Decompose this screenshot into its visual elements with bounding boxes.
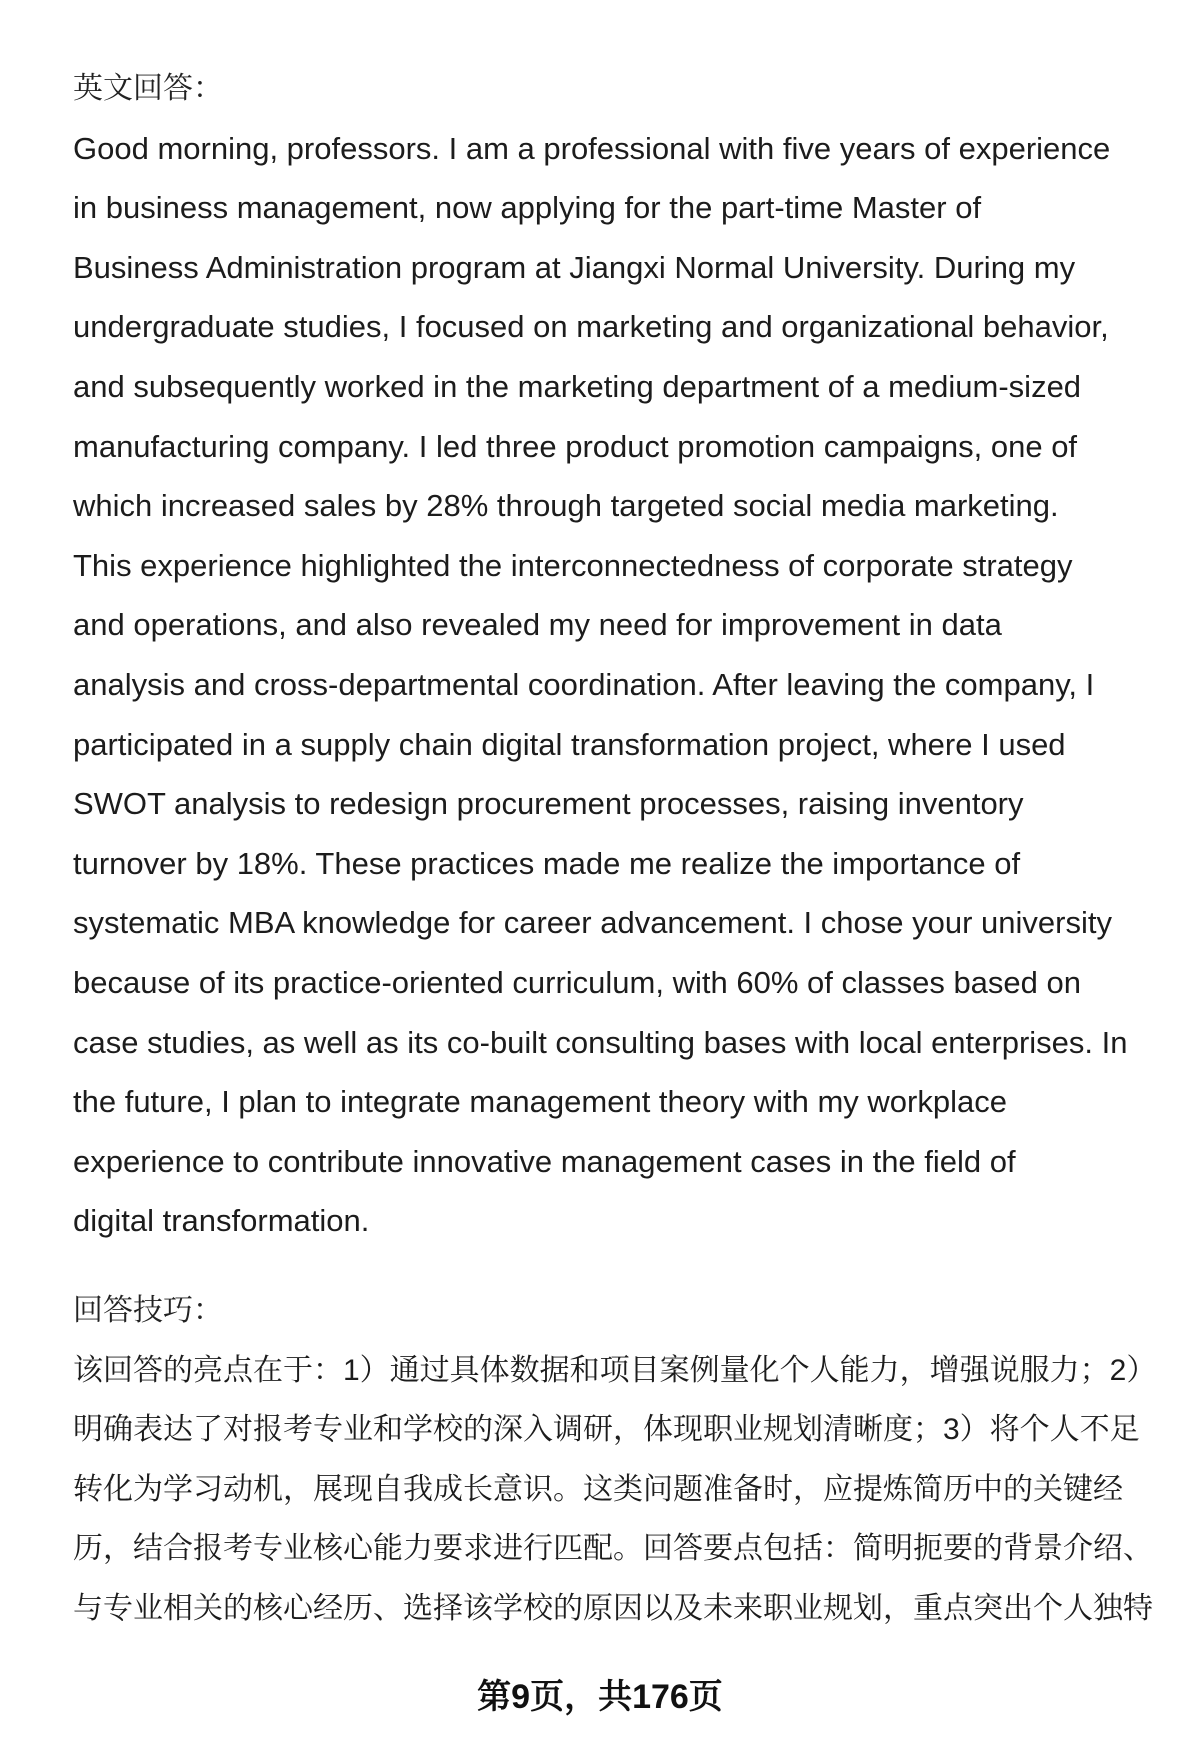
answer-text-line: analysis and cross-departmental coordination. After leaving the company, I: [73, 666, 1095, 702]
english-answer-heading: 英文回答：: [73, 72, 223, 105]
answer-text-line: and operations, and also revealed my need for improvement in data: [73, 607, 1002, 643]
tips-text-line: 该回答的亮点在于：1）通过具体数据和项目案例量化个人能力，增强说服力；2）: [73, 1353, 1157, 1387]
answer-text-line: and subsequently worked in the marketing department of a medium-sized: [73, 368, 1082, 404]
tips-text-line: 转化为学习动机，展现自我成长意识。这类问题准备时，应提炼简历中的关键经: [73, 1472, 1123, 1506]
answer-text-line: experience to contribute innovative management cases in the field of: [73, 1143, 1016, 1179]
answer-text-line: the future, I plan to integrate management theory with my workplace: [73, 1084, 1007, 1120]
answer-text-line: in business management, now applying for the part-time Master of: [73, 190, 982, 226]
answer-text-line: Good morning, professors. I am a professional with five years of experience: [73, 130, 1111, 166]
page-number-footer: 第9页，共176页: [477, 1678, 723, 1716]
answer-text-line: Business Administration program at Jiangxi Normal University. During my: [73, 249, 1076, 285]
answer-text-line: turnover by 18%. These practices made me realize the importance of: [73, 845, 1021, 881]
answer-text-line: which increased sales by 28% through targeted social media marketing.: [73, 488, 1059, 524]
answer-text-line: SWOT analysis to redesign procurement processes, raising inventory: [73, 786, 1024, 822]
english-answer-section: [73, 59, 1128, 1251]
answer-tips-section: [73, 1281, 1156, 1639]
tips-text-line: 历，结合报考专业核心能力要求进行匹配。回答要点包括：简明扼要的背景介绍、: [73, 1532, 1153, 1566]
answer-text-line: undergraduate studies, I focused on marketing and organizational behavior,: [73, 309, 1109, 345]
answer-text-line: systematic MBA knowledge for career advancement. I chose your university: [73, 905, 1112, 941]
answer-text-line: because of its practice-oriented curriculum, with 60% of classes based on: [73, 964, 1081, 1000]
answer-text-line: This experience highlighted the interconnectedness of corporate strategy: [73, 547, 1073, 583]
answer-text-line: participated in a supply chain digital transformation project, where I used: [73, 726, 1066, 762]
answer-tips-heading: 回答技巧：: [73, 1294, 223, 1327]
answer-text-line: case studies, as well as its co-built consulting bases with local enterprises. In: [73, 1024, 1128, 1060]
answer-text-line: digital transformation.: [73, 1203, 370, 1239]
tips-text-line: 明确表达了对报考专业和学校的深入调研，体现职业规划清晰度；3）将个人不足: [73, 1413, 1140, 1447]
tips-text-line: 与专业相关的核心经历、选择该学校的原因以及未来职业规划，重点突出个人独特: [73, 1591, 1153, 1625]
answer-text-line: manufacturing company. I led three product promotion campaigns, one of: [73, 428, 1078, 464]
